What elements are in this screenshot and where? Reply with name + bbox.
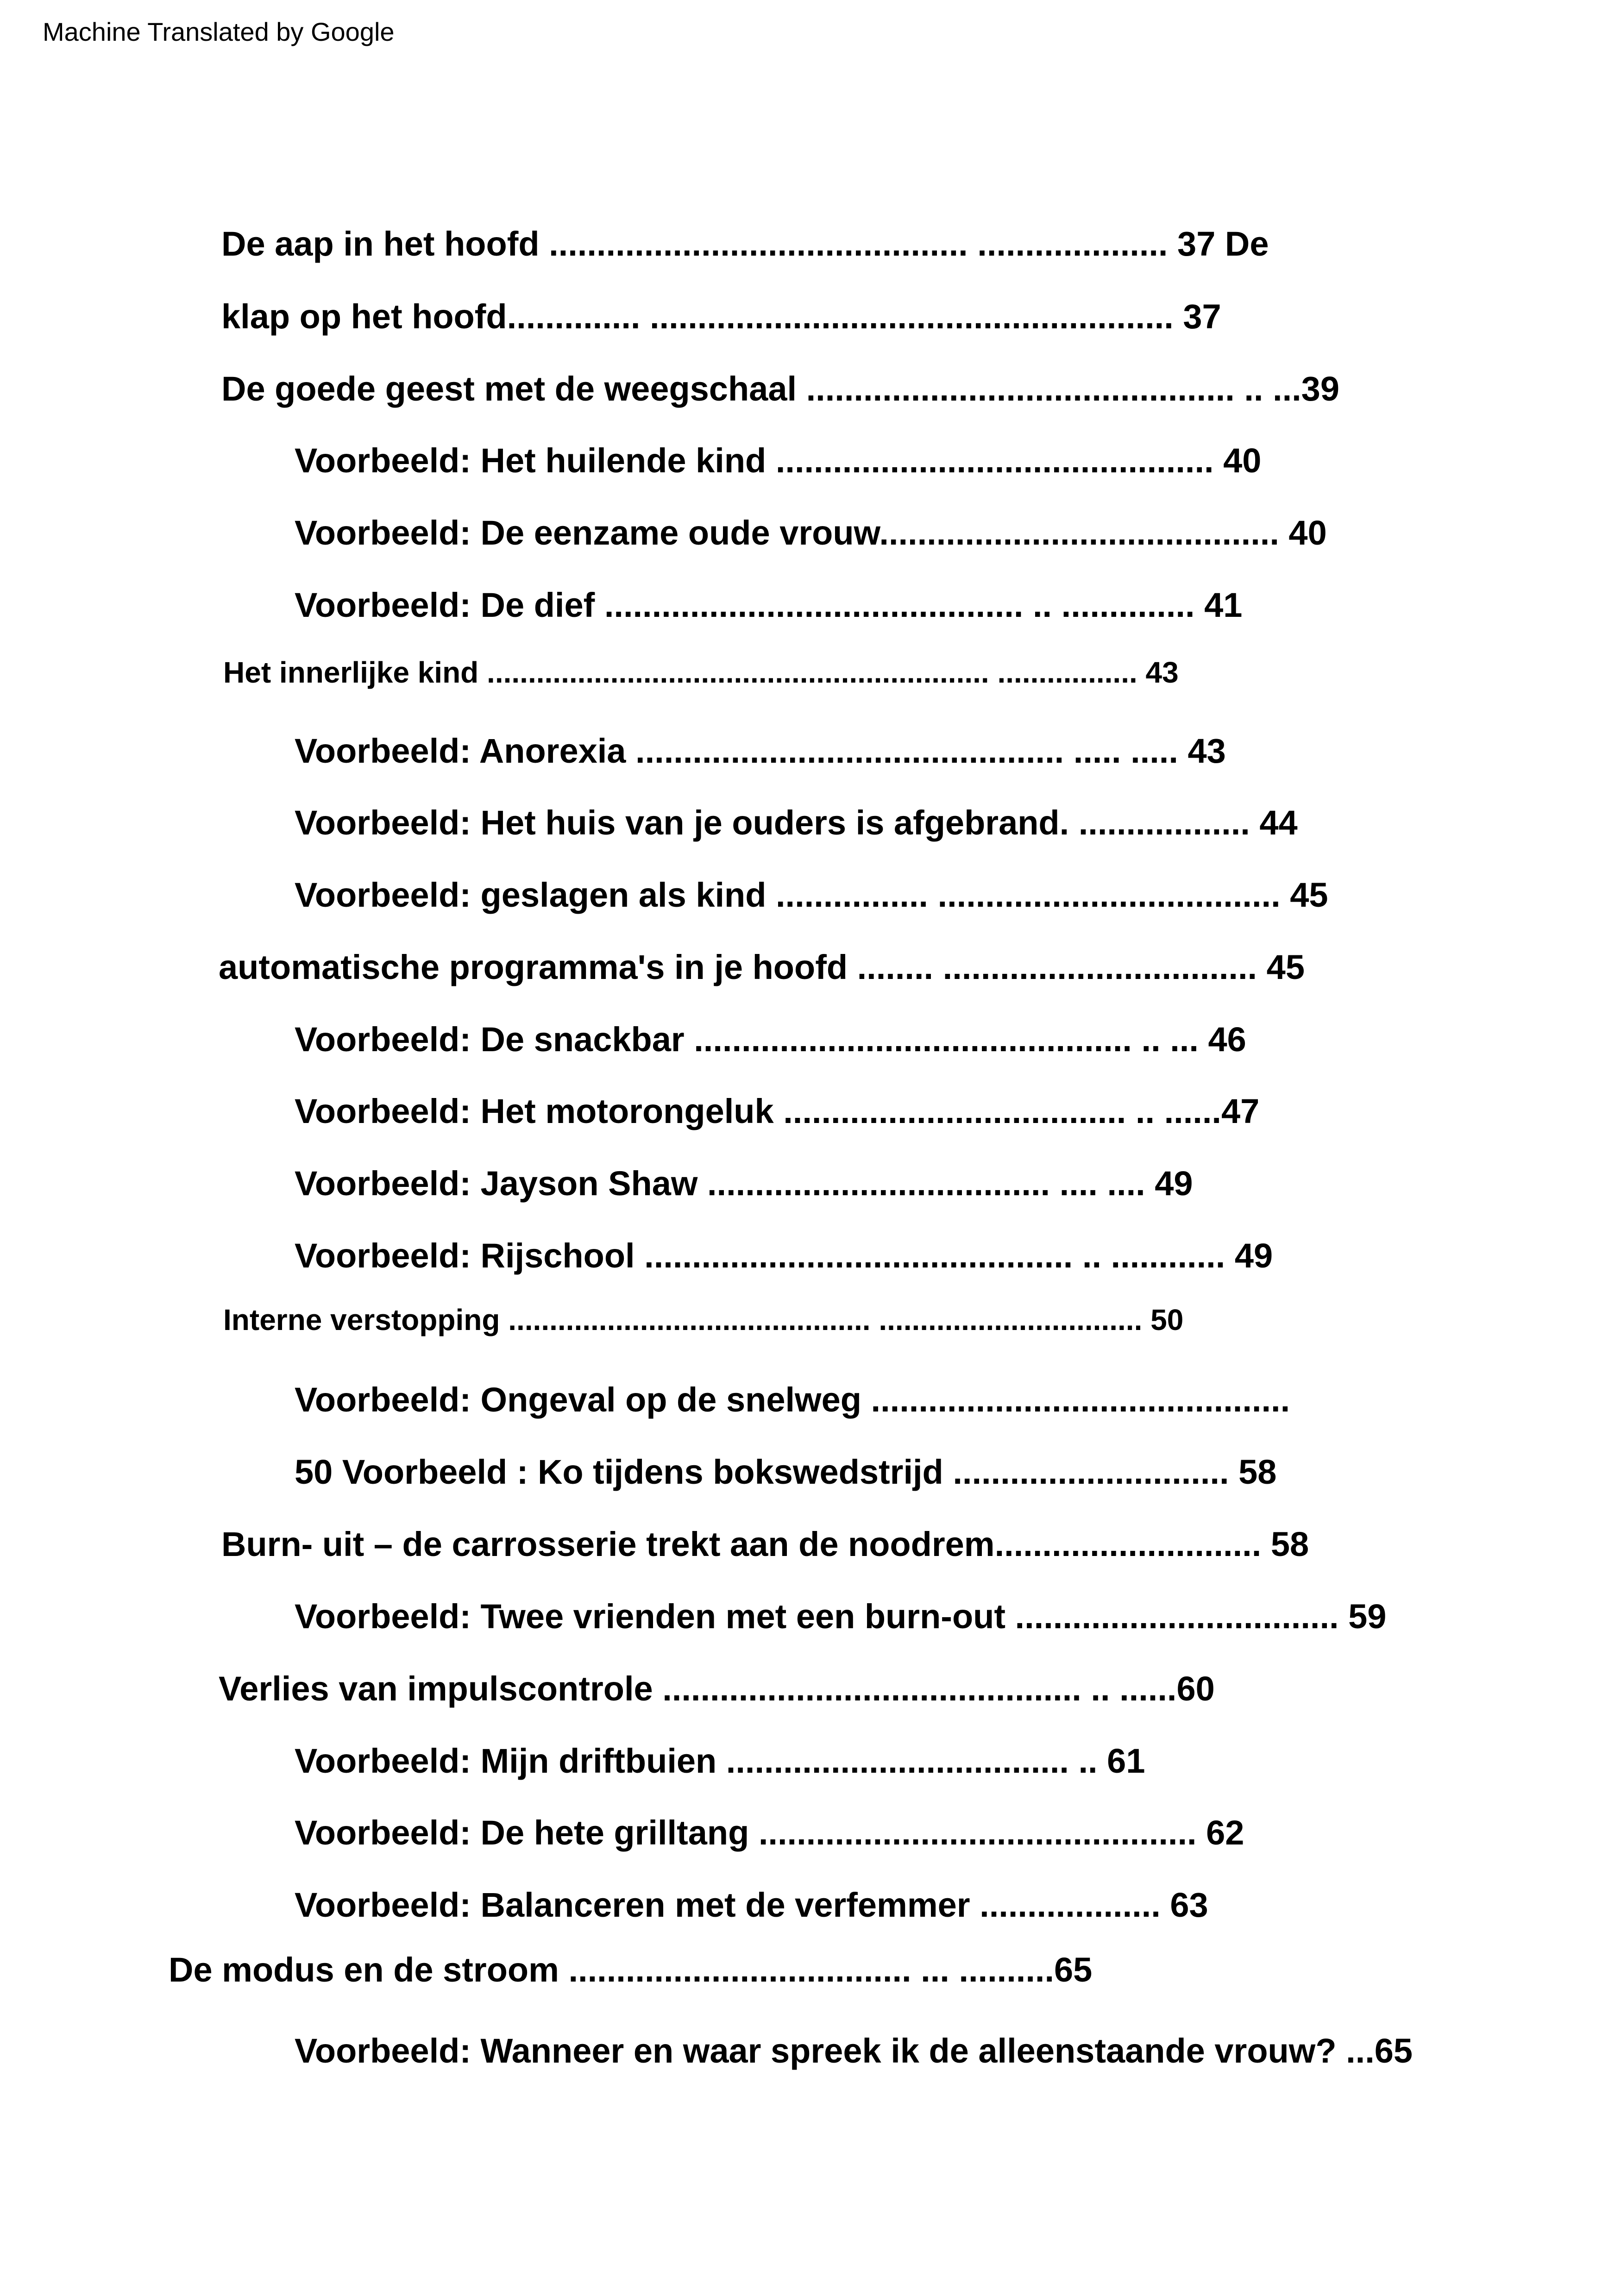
toc-entry: Voorbeeld: De eenzame oude vrouw.......................................... 40 (295, 514, 1327, 552)
toc-entry: Voorbeeld: Twee vrienden met een burn-out .................................. 59 (295, 1597, 1387, 1636)
toc-entry: Voorbeeld: Anorexia ............................................. ..... ..... 43 (295, 732, 1226, 770)
toc-entry: Voorbeeld: Het huis van je ouders is afgebrand. .................. 44 (295, 803, 1298, 842)
toc-entry: 50 Voorbeeld : Ko tijdens bokswedstrijd ............................. 58 (295, 1453, 1277, 1491)
toc-entry: Voorbeeld: De snackbar .............................................. .. ... 46 (295, 1020, 1246, 1059)
toc-entry: Voorbeeld: Het huilende kind .............................................. 40 (295, 441, 1262, 480)
toc-entry: automatische programma's in je hoofd ........ ................................. 45 (219, 948, 1305, 986)
toc-entry: De aap in het hoofd ............................................ .................... 37 De (221, 225, 1269, 263)
toc-entry: Voorbeeld: Rijschool ............................................. .. ............ 49 (295, 1236, 1273, 1275)
toc-entry: Voorbeeld: Mijn driftbuien .................................... .. 61 (295, 1742, 1145, 1780)
toc-entry: Voorbeeld: Balanceren met de verfemmer ................... 63 (295, 1886, 1208, 1924)
watermark-text: Machine Translated by Google (43, 17, 395, 46)
toc-entry: Voorbeeld: Het motorongeluk .................................... .. ......47 (295, 1092, 1260, 1130)
toc-entry: Voorbeeld: Ongeval op de snelweg ............................................ (295, 1380, 1290, 1419)
toc-entry: Voorbeeld: Jayson Shaw .................................... .... .... 49 (295, 1164, 1193, 1203)
toc-entry: De goede geest met de weegschaal ............................................. .. ...39 (221, 370, 1339, 408)
toc-entry: Voorbeeld: geslagen als kind ................ .................................... 45 (295, 876, 1328, 914)
toc-entry: Interne verstopping ............................................ ................................ 50 (223, 1303, 1184, 1336)
toc-entry: Voorbeeld: De dief ............................................ .. .............. 41 (295, 586, 1243, 624)
toc-entry: De modus en de stroom .................................... ... ..........65 (169, 1951, 1093, 1989)
toc-entry: klap op het hoofd.............. ....................................................... 37 (221, 297, 1221, 336)
toc-entry: Burn- uit – de carrosserie trekt aan de noodrem............................ 58 (221, 1525, 1309, 1563)
toc-entry: Verlies van impulscontrole ............................................ .. ......60 (219, 1669, 1215, 1708)
toc-entry: Het innerlijke kind ............................................................. ................. 43 (223, 656, 1179, 689)
toc-entry: Voorbeeld: De hete grilltang .............................................. 62 (295, 1813, 1244, 1852)
toc-entry: Voorbeeld: Wanneer en waar spreek ik de alleenstaande vrouw? ...65 (295, 2032, 1413, 2070)
